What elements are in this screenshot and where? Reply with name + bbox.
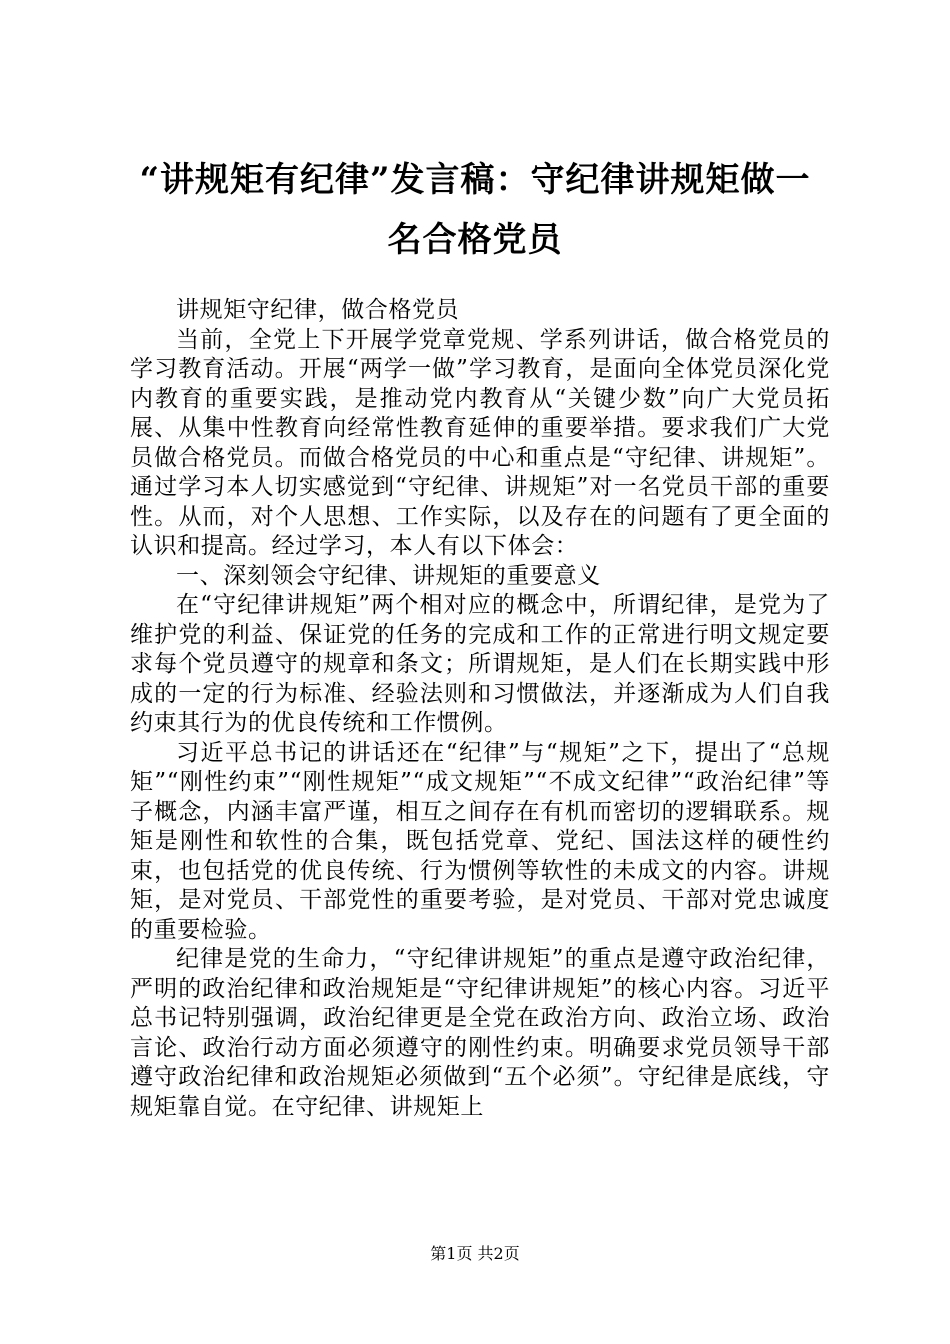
section-heading: 一、深刻领会守纪律、讲规矩的重要意义 [176, 562, 601, 589]
document-body [130, 296, 830, 1122]
paragraph-subtitle: 讲规矩守纪律，做合格党员 [176, 297, 460, 323]
document-title-line-1: “讲规矩有纪律”发言稿：守纪律讲规矩做一 [139, 160, 811, 200]
paragraph: 习近平总书记的讲话还在“纪律”与“规矩”之下，提出了“总规矩”“刚性约束”“刚性规矩”“成文规矩”“不成文纪律”“政治纪律”等子概念，内涵丰富严谨，相互之间存在有机而密切的逻辑联系。规矩是刚性和软性的合集，既包括党章、党纪、国法这样的硬性约束，也包括党的优良传统、行为惯例等软性的未成文的内容。讲规矩，是对党员、干部党性的重要考验，是对党员、干部对党忠诚度的重要检验。 [130, 739, 830, 943]
paragraph: 在“守纪律讲规矩”两个相对应的概念中，所谓纪律，是党为了维护党的利益、保证党的任务的完成和工作的正常进行明文规定要求每个党员遵守的规章和条文；所谓规矩，是人们在长期实践中形成的一定的行为标准、经验法则和习惯做法，并逐渐成为人们自我约束其行为的优良传统和工作惯例。 [130, 592, 830, 736]
paragraph: 当前，全党上下开展学党章党规、学系列讲话，做合格党员的学习教育活动。开展“两学一做”学习教育，是面向全体党员深化党内教育的重要实践，是推动党内教育从“关键少数”向广大党员拓展、从集中性教育向经常性教育延伸的重要举措。要求我们广大党员做合格党员。而做合格党员的中心和重点是“守纪律、讲规矩”。通过学习本人切实感觉到“守纪律、讲规矩”对一名党员干部的重要性。从而，对个人思想、工作实际，以及存在的问题有了更全面的认识和提高。经过学习，本人有以下体会： [130, 326, 830, 559]
page-number-footer: 第1页 共2页 [430, 1244, 520, 1263]
paragraph: 纪律是党的生命力，“守纪律讲规矩”的重点是遵守政治纪律，严明的政治纪律和政治规矩是“守纪律讲规矩”的核心内容。习近平总书记特别强调，政治纪律更是全党在政治方向、政治立场、政治言论、政治行动方面必须遵守的刚性约束。明确要求党员领导干部遵守政治纪律和政治规矩必须做到“五个必须”。守纪律是底线，守规矩靠自觉。在守纪律、讲规矩上 [130, 946, 830, 1120]
document-title-line-2: 名合格党员 [387, 220, 563, 260]
